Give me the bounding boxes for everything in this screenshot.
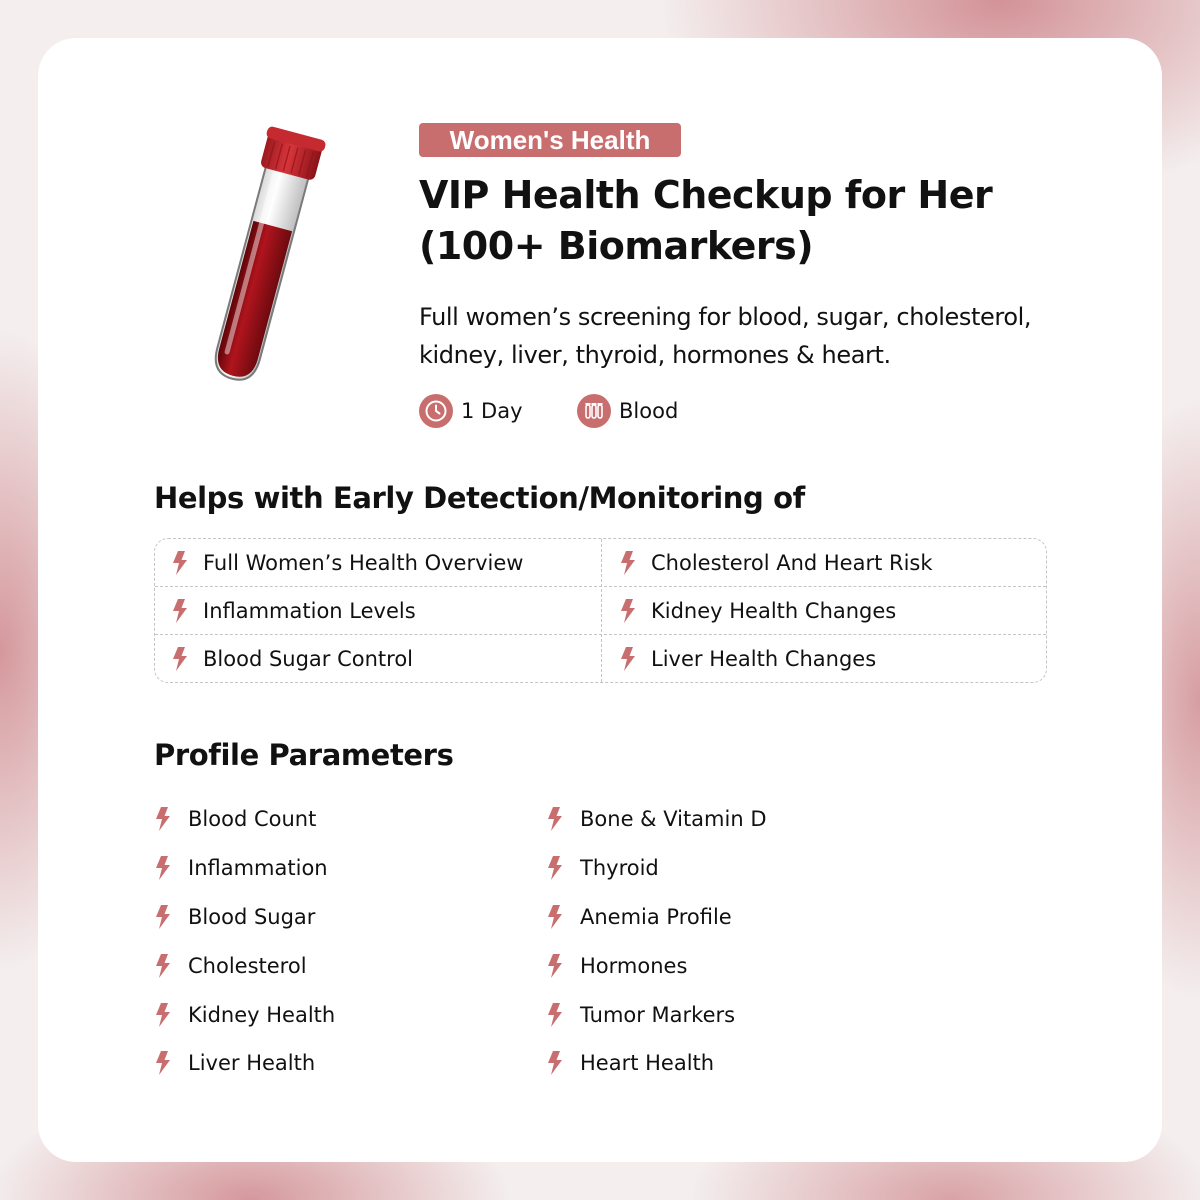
parameter-item: Heart Health	[546, 1039, 906, 1088]
detection-item: Kidney Health Changes	[603, 587, 1043, 635]
lightning-bolt-icon	[154, 1003, 172, 1027]
lightning-bolt-icon	[619, 551, 637, 575]
turnaround-label: 1 Day	[461, 399, 523, 423]
parameter-item: Hormones	[546, 941, 906, 990]
detection-heading: Helps with Early Detection/Monitoring of	[154, 481, 805, 515]
parameter-item: Cholesterol	[154, 941, 514, 990]
lightning-bolt-icon	[154, 807, 172, 831]
lightning-bolt-icon	[546, 856, 564, 880]
detection-grid	[154, 538, 1047, 683]
parameter-item: Anemia Profile	[546, 893, 906, 942]
parameter-item: Liver Health	[154, 1039, 514, 1088]
lightning-bolt-icon	[546, 954, 564, 978]
lightning-bolt-icon	[546, 905, 564, 929]
parameter-item: Inflammation	[154, 844, 514, 893]
page-title	[419, 170, 1119, 272]
turnaround-time	[419, 394, 523, 428]
category-badge: Women's Health	[419, 123, 681, 157]
parameter-item: Bone & Vitamin D	[546, 795, 906, 844]
lightning-bolt-icon	[154, 856, 172, 880]
lightning-bolt-icon	[154, 954, 172, 978]
lightning-bolt-icon	[546, 1003, 564, 1027]
package-description	[419, 298, 1139, 374]
sample-label: Blood	[619, 399, 679, 423]
parameter-item: Thyroid	[546, 844, 906, 893]
detection-item: Blood Sugar Control	[155, 635, 595, 683]
title-line-2: (100+ Biomarkers)	[419, 224, 814, 268]
lightning-bolt-icon	[619, 647, 637, 671]
test-tubes-icon	[577, 394, 611, 428]
description-line-2: kidney, liver, thyroid, hormones & heart.	[419, 341, 891, 369]
lightning-bolt-icon	[154, 905, 172, 929]
lightning-bolt-icon	[619, 599, 637, 623]
lightning-bolt-icon	[154, 1051, 172, 1075]
parameter-item: Blood Sugar	[154, 893, 514, 942]
profile-heading: Profile Parameters	[154, 738, 454, 772]
clock-icon	[419, 394, 453, 428]
title-line-1: VIP Health Checkup for Her	[419, 173, 993, 217]
lightning-bolt-icon	[546, 807, 564, 831]
lightning-bolt-icon	[546, 1051, 564, 1075]
blood-test-tube-icon	[195, 125, 335, 390]
profile-parameters-column-2	[546, 795, 906, 1088]
lightning-bolt-icon	[171, 551, 189, 575]
lightning-bolt-icon	[171, 647, 189, 671]
detection-item: Cholesterol And Heart Risk	[603, 539, 1043, 587]
parameter-item: Kidney Health	[154, 990, 514, 1039]
profile-parameters-column-1	[154, 795, 514, 1088]
sample-type	[577, 394, 678, 428]
parameter-item: Tumor Markers	[546, 990, 906, 1039]
detection-item: Inflammation Levels	[155, 587, 595, 635]
description-line-1: Full women’s screening for blood, sugar, cholesterol,	[419, 303, 1032, 331]
lightning-bolt-icon	[171, 599, 189, 623]
parameter-item: Blood Count	[154, 795, 514, 844]
detection-item: Liver Health Changes	[603, 635, 1043, 683]
detection-item: Full Women’s Health Overview	[155, 539, 595, 587]
